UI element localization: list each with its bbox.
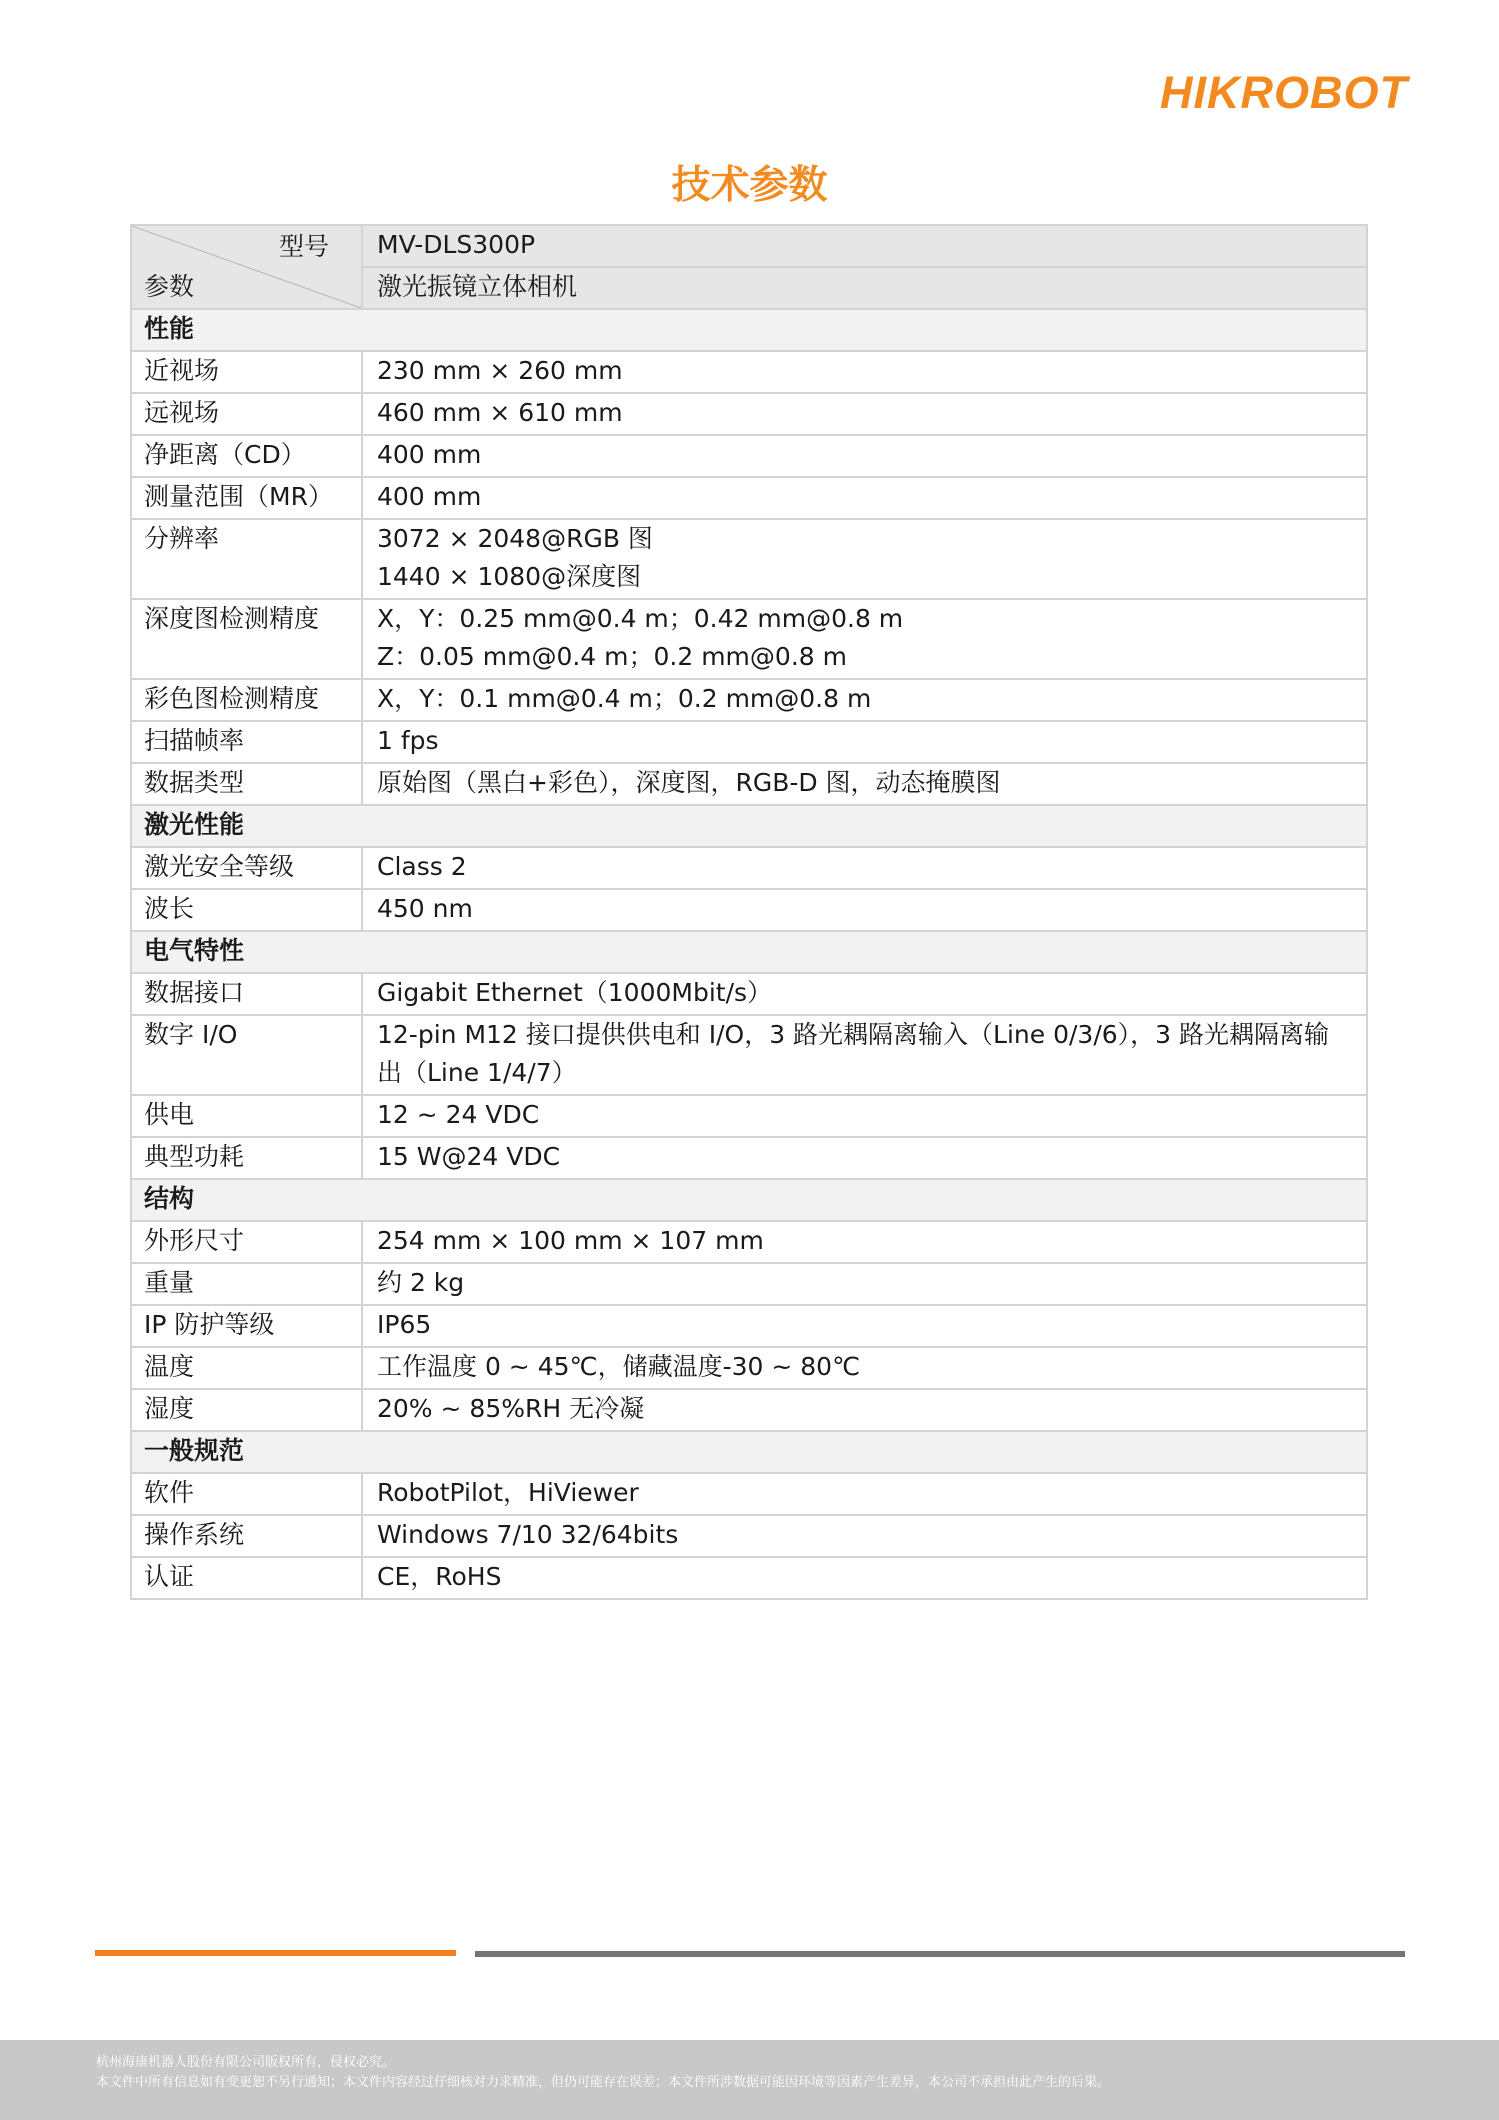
spec-value: [362, 1347, 1367, 1389]
spec-value: [362, 1557, 1367, 1599]
spec-label: 软件: [131, 1473, 362, 1515]
spec-value-line: 254 mm × 100 mm × 107 mm: [377, 1226, 764, 1255]
spec-value-line: 原始图（黑白+彩色），深度图，RGB-D 图，动态掩膜图: [377, 768, 1001, 797]
spec-label: 彩色图检测精度: [131, 679, 362, 721]
section-header-row: [131, 1179, 1367, 1221]
spec-label: 扫描帧率: [131, 721, 362, 763]
section-title: 电气特性: [131, 931, 1367, 973]
spec-value-line: IP65: [377, 1310, 432, 1339]
spec-value-line: 3072 × 2048@RGB 图: [377, 524, 653, 553]
spec-value-line: 工作温度 0 ~ 45℃，储藏温度-30 ~ 80℃: [377, 1352, 861, 1381]
spec-value: [362, 847, 1367, 889]
spec-row: [131, 435, 1367, 477]
spec-value-line: 230 mm × 260 mm: [377, 356, 623, 385]
spec-value-line: 1 fps: [377, 726, 439, 755]
section-title: 一般规范: [131, 1431, 1367, 1473]
spec-value: [362, 1137, 1367, 1179]
spec-value: [362, 721, 1367, 763]
footer-band: [0, 2040, 1499, 2120]
spec-value: [362, 1305, 1367, 1347]
spec-label: 数据类型: [131, 763, 362, 805]
spec-value: [362, 1095, 1367, 1137]
spec-row: [131, 1095, 1367, 1137]
spec-value: [362, 1473, 1367, 1515]
spec-value-line: 出（Line 1/4/7）: [377, 1058, 577, 1087]
spec-value: [362, 393, 1367, 435]
spec-value-line: 1440 × 1080@深度图: [377, 562, 642, 591]
section-header-row: [131, 805, 1367, 847]
spec-value: [362, 1263, 1367, 1305]
footer-rule-gray: [475, 1951, 1405, 1957]
spec-table: [130, 224, 1368, 1600]
spec-label: 激光安全等级: [131, 847, 362, 889]
spec-value-line: 400 mm: [377, 482, 482, 511]
section-title: 激光性能: [131, 805, 1367, 847]
spec-value-line: X，Y：0.25 mm@0.4 m；0.42 mm@0.8 m: [377, 604, 904, 633]
footer-rule-orange: [95, 1950, 456, 1956]
spec-label: 供电: [131, 1095, 362, 1137]
spec-value: [362, 679, 1367, 721]
spec-row: [131, 1347, 1367, 1389]
spec-value-line: 400 mm: [377, 440, 482, 469]
spec-value-line: 20% ~ 85%RH 无冷凝: [377, 1394, 645, 1423]
spec-value-line: 460 mm × 610 mm: [377, 398, 623, 427]
spec-value-line: Gigabit Ethernet（1000Mbit/s）: [377, 978, 773, 1007]
spec-label: 数据接口: [131, 973, 362, 1015]
spec-value-line: RobotPilot，HiViewer: [377, 1478, 639, 1507]
spec-row: [131, 519, 1367, 599]
spec-value: [362, 351, 1367, 393]
table-corner-cell: [131, 225, 362, 309]
spec-value: [362, 889, 1367, 931]
spec-label: 重量: [131, 1263, 362, 1305]
spec-value: [362, 1515, 1367, 1557]
spec-row: [131, 889, 1367, 931]
spec-label: 湿度: [131, 1389, 362, 1431]
spec-label: 数字 I/O: [131, 1015, 362, 1095]
spec-value: [362, 1015, 1367, 1095]
spec-row: [131, 973, 1367, 1015]
spec-row: [131, 1263, 1367, 1305]
corner-model-label: 型号: [278, 232, 329, 261]
spec-row: [131, 1557, 1367, 1599]
spec-label: 远视场: [131, 393, 362, 435]
spec-value-line: X，Y：0.1 mm@0.4 m；0.2 mm@0.8 m: [377, 684, 872, 713]
spec-value: [362, 477, 1367, 519]
spec-label: 外形尺寸: [131, 1221, 362, 1263]
footer-disclaimer: 本文件中所有信息如有变更恕不另行通知；本文件内容经过仔细核对力求精准，但仍可能存在误差；本文件所涉数据可能因环境等因素产生差异，本公司不承担由此产生的后果。: [96, 2075, 1111, 2090]
spec-label: 典型功耗: [131, 1137, 362, 1179]
section-header-row: [131, 931, 1367, 973]
spec-label: 波长: [131, 889, 362, 931]
spec-label: 深度图检测精度: [131, 599, 362, 679]
spec-label: 认证: [131, 1557, 362, 1599]
section-header-row: [131, 309, 1367, 351]
spec-value-line: CE，RoHS: [377, 1562, 502, 1591]
table-header-row-model: [131, 225, 1367, 267]
spec-row: [131, 763, 1367, 805]
product-type: 激光振镜立体相机: [362, 267, 1367, 309]
spec-value-line: 15 W@24 VDC: [377, 1142, 561, 1171]
spec-row: [131, 1305, 1367, 1347]
spec-value: [362, 1221, 1367, 1263]
spec-row: [131, 599, 1367, 679]
spec-row: [131, 393, 1367, 435]
spec-row: [131, 351, 1367, 393]
spec-row: [131, 1221, 1367, 1263]
hikrobot-logo: HIKROBOT: [1160, 67, 1408, 118]
spec-value-line: Class 2: [377, 852, 467, 881]
spec-value-line: 12 ~ 24 VDC: [377, 1100, 540, 1129]
section-title: 性能: [131, 309, 1367, 351]
spec-row: [131, 847, 1367, 889]
spec-row: [131, 721, 1367, 763]
spec-value: [362, 1389, 1367, 1431]
spec-label: 净距离（CD）: [131, 435, 362, 477]
spec-label: 操作系统: [131, 1515, 362, 1557]
spec-value: [362, 599, 1367, 679]
spec-value: [362, 519, 1367, 599]
footer-copyright: 杭州海康机器人股份有限公司版权所有，侵权必究。: [96, 2055, 396, 2070]
section-header-row: [131, 1431, 1367, 1473]
spec-value-line: Windows 7/10 32/64bits: [377, 1520, 679, 1549]
model-number: MV-DLS300P: [362, 225, 1367, 267]
section-title: 结构: [131, 1179, 1367, 1221]
spec-row: [131, 1137, 1367, 1179]
page-title: 技术参数: [671, 163, 828, 208]
spec-row: [131, 1015, 1367, 1095]
spec-row: [131, 477, 1367, 519]
spec-row: [131, 1473, 1367, 1515]
spec-value: [362, 763, 1367, 805]
spec-value-line: 约 2 kg: [377, 1268, 465, 1297]
spec-row: [131, 1389, 1367, 1431]
spec-row: [131, 1515, 1367, 1557]
spec-label: 近视场: [131, 351, 362, 393]
spec-value: [362, 973, 1367, 1015]
spec-label: IP 防护等级: [131, 1305, 362, 1347]
spec-row: [131, 679, 1367, 721]
spec-label: 分辨率: [131, 519, 362, 599]
spec-label: 测量范围（MR）: [131, 477, 362, 519]
spec-value-line: Z：0.05 mm@0.4 m；0.2 mm@0.8 m: [377, 642, 847, 671]
spec-label: 温度: [131, 1347, 362, 1389]
spec-value-line: 12-pin M12 接口提供供电和 I/O，3 路光耦隔离输入（Line 0/3/6），3 路光耦隔离输: [377, 1020, 1330, 1049]
corner-param-label: 参数: [144, 272, 195, 301]
spec-value-line: 450 nm: [377, 894, 473, 923]
spec-value: [362, 435, 1367, 477]
